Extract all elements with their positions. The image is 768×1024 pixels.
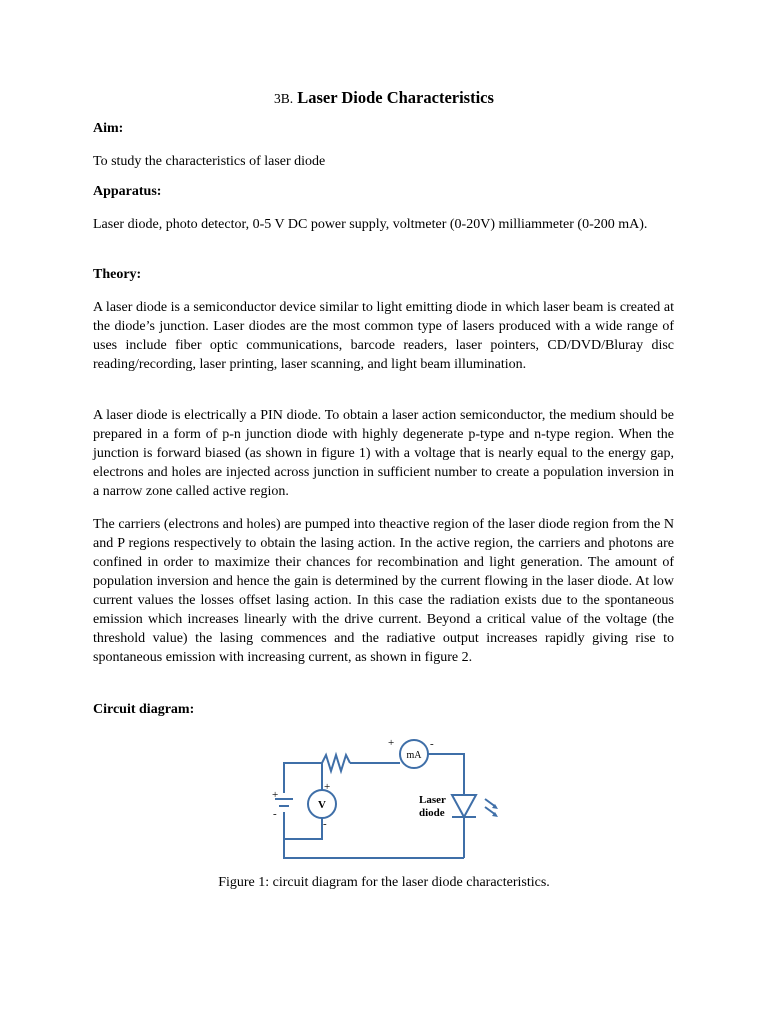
ammeter-label: mA: [406, 750, 422, 761]
ammeter-plus: +: [388, 737, 395, 749]
ammeter-minus: -: [430, 738, 434, 750]
page-title: [0, 88, 768, 108]
apparatus-heading: Apparatus:: [93, 184, 162, 199]
title-prefix: 3B.: [274, 91, 294, 106]
battery-minus: -: [273, 808, 277, 820]
resistor-symbol: [322, 755, 350, 771]
voltmeter-label: V: [318, 799, 326, 811]
theory-paragraph-1: A laser diode is a semiconductor device similar to light emitting diode in which laser beam is created at the diode’s junction. Laser diodes are the most common type of lasers produced with a wide range of uses include fiber optic communications, barcode readers, laser pointers, CD/DVD/Bluray disc reading/recording, laser printing, laser scanning, and light beam illumination.: [93, 300, 674, 372]
voltmeter-plus: +: [324, 781, 331, 793]
title-text: Laser Diode Characteristics: [297, 88, 494, 107]
figure-caption: Figure 1: circuit diagram for the laser diode characteristics.: [218, 875, 550, 890]
theory-paragraph-2: A laser diode is electrically a PIN diode. To obtain a laser action semiconductor, the medium should be prepared in a form of p-n junction diode with highly degenerate p-type and n-type region. When the junction is forward biased (as shown in figure 1) with a voltage that is nearly equal to the energy gap, electrons and holes are injected across junction in sufficient number to create a population inversion in a narrow zone called active region.: [93, 408, 674, 499]
diode-label-line1: Laser: [419, 794, 446, 806]
circuit-heading: Circuit diagram:: [93, 702, 195, 717]
voltmeter-minus: -: [323, 818, 327, 830]
aim-text: To study the characteristics of laser diode: [93, 154, 326, 169]
diode-label-line2: diode: [419, 807, 445, 819]
apparatus-text: Laser diode, photo detector, 0-5 V DC power supply, voltmeter (0-20V) milliammeter (0-200 mA).: [93, 217, 648, 232]
aim-heading: Aim:: [93, 121, 124, 136]
theory-heading: Theory:: [93, 267, 142, 282]
laser-diode-symbol: [452, 795, 498, 817]
battery-plus: +: [272, 789, 279, 801]
theory-paragraph-3: The carriers (electrons and holes) are pumped into theactive region of the laser diode region from the N and P regions respectively to obtain the lasing action. In the active region, the carriers and photons are confined in order to maximize their chances for recombination and light generation. The amount of population inversion and hence the gain is determined by the current flowing in the laser diode. At low current values the losses offset lasing action. In this case the radiation exists due to the spontaneous emission which increases linearly with the drive current. Beyond a critical value of the voltage (the threshold value) the lasing commences and the radiative output increases rapidly giving rise to spontaneous emission with increasing current, as shown in figure 2.: [93, 517, 674, 665]
circuit-diagram: [262, 733, 512, 863]
